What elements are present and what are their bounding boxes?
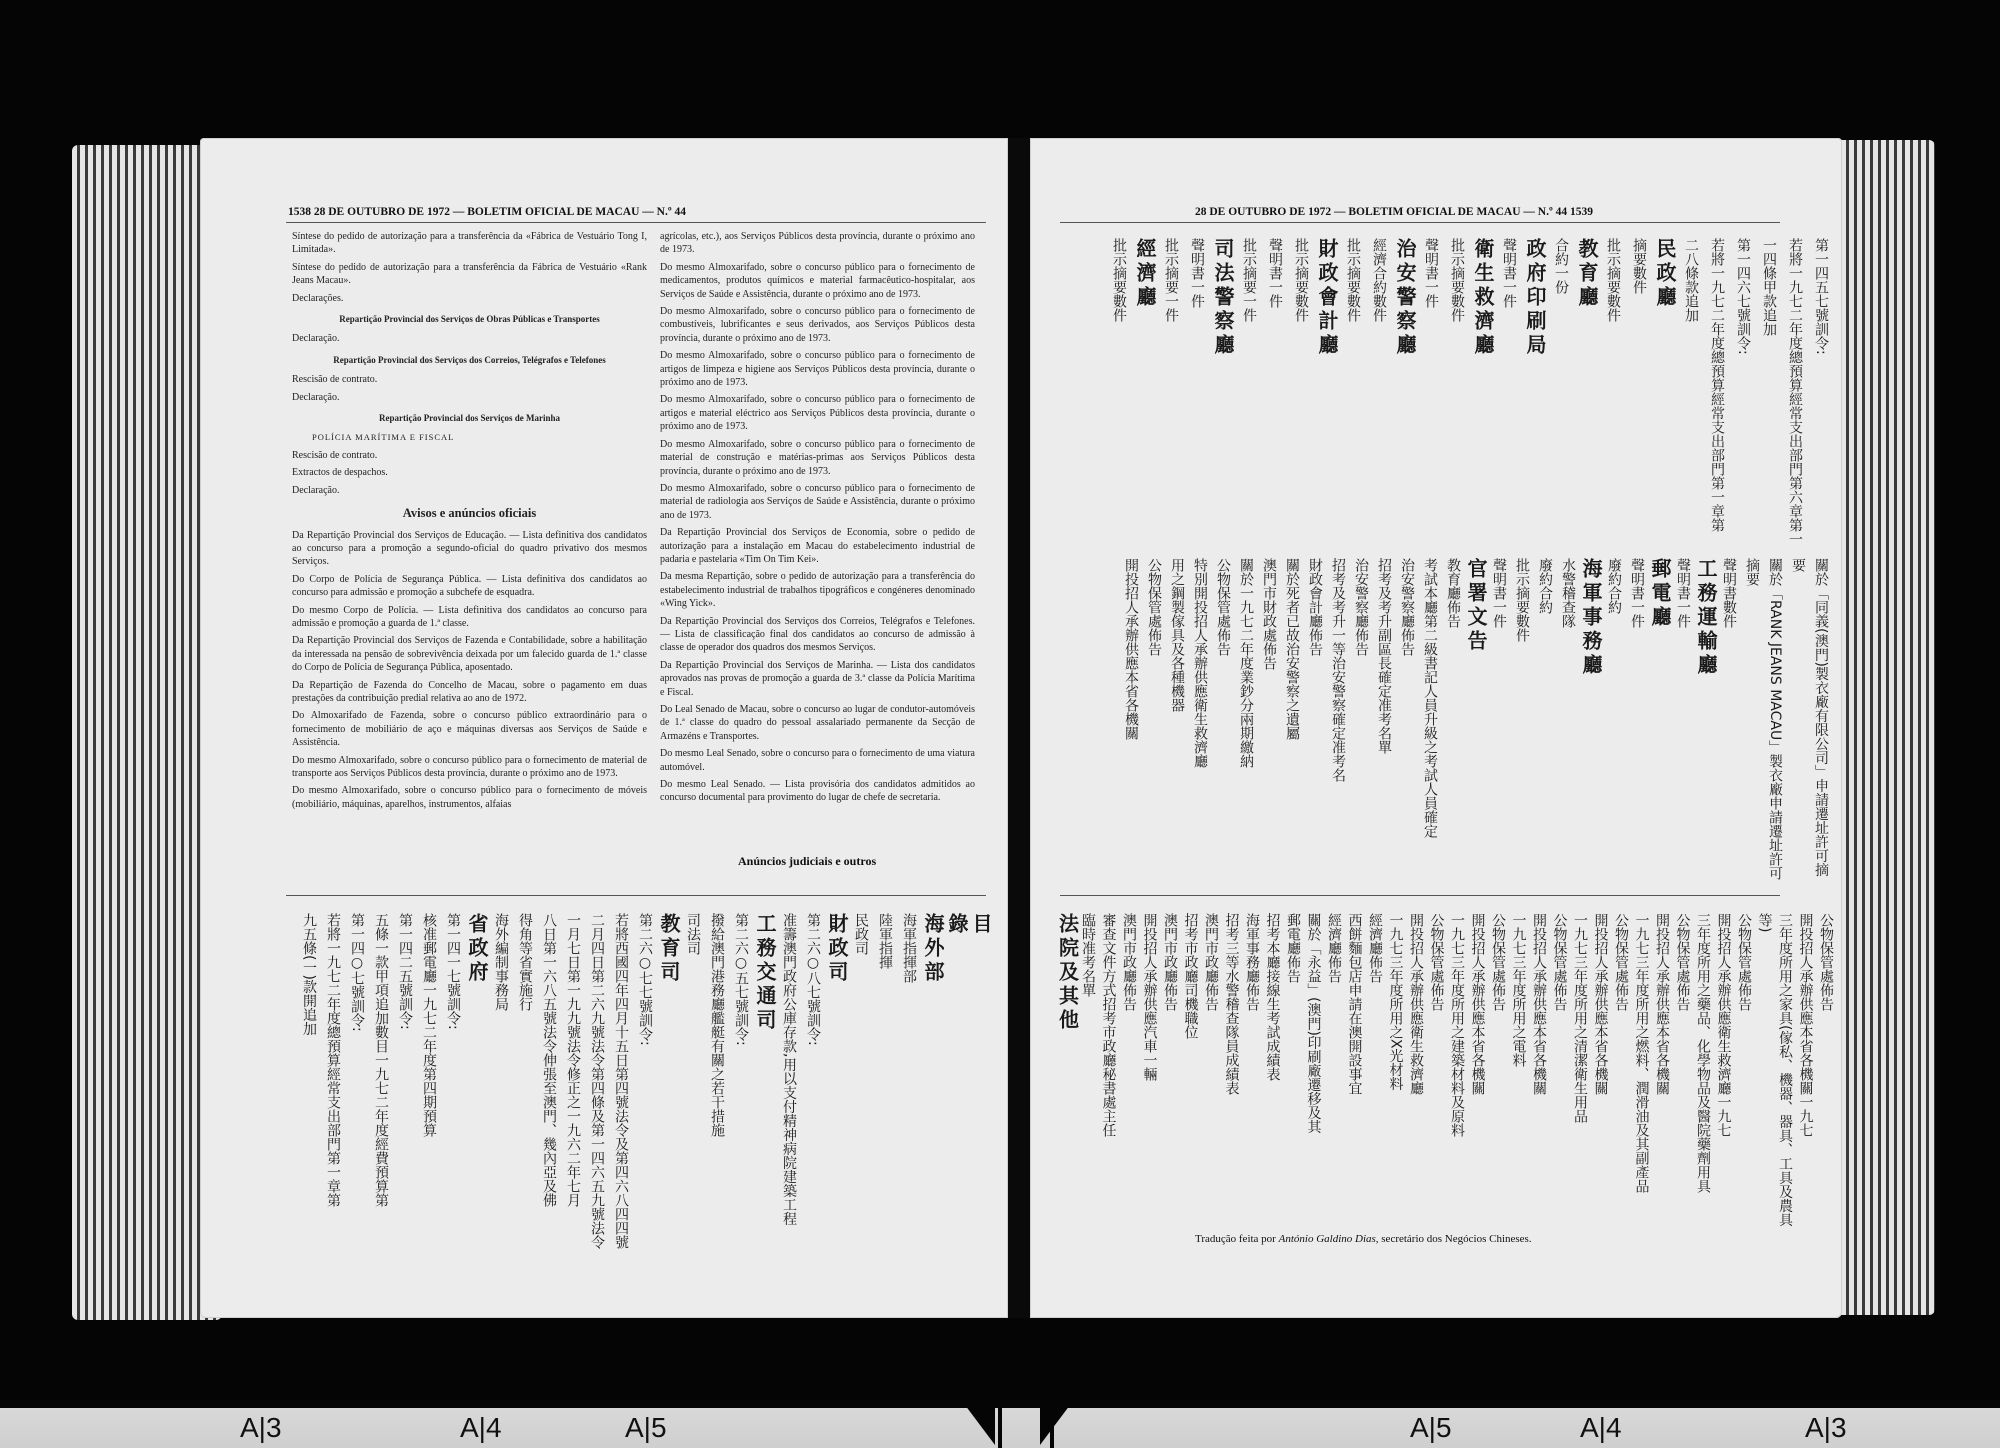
index-entry-vertical: 一九七三年度所用之燃料、潤滑油及其副產品: [1633, 913, 1650, 1193]
film-marker: A|4: [460, 1412, 502, 1443]
summary-entry: Declaração.: [292, 333, 340, 345]
index-entry-vertical: 經濟合約數件: [1371, 238, 1387, 322]
index-entry-vertical: 經濟廳佈告: [1326, 913, 1342, 983]
index-entry-vertical: 撥給澳門港務廳艦艇有關之若干措施: [709, 913, 725, 1137]
summary-entry: Da Repartição Provincial dos Serviços de Fazenda e Contabilidade, sobre a habilitação da interessada na pensão de sobrevivência deixada por um falecido guarda de 1.ª classe do Corpo de Polícia de Segurança Pública, aposentado.: [292, 635, 647, 674]
index-entry-vertical: 若將一九七二年度總預算經常支出部門第六章第一: [1787, 238, 1803, 546]
index-entry-vertical: 要: [1790, 558, 1806, 572]
index-entry-vertical: 第一四○七號訓令:: [349, 913, 365, 1032]
index-entry-vertical: 公物保管處佈告: [1818, 913, 1834, 1011]
summary-entry: Rescisão de contrato.: [292, 374, 378, 386]
index-entry-vertical: 西餅麵包店申請在澳開設事宜: [1346, 913, 1363, 1095]
index-entry-vertical: 公物保管處佈告: [1674, 913, 1691, 1011]
summary-entry: Do mesmo Leal Senado. — Lista provisória dos candidatos admitidos ao concurso documental para provimento do lugar de chefe de secretaria.: [660, 779, 975, 804]
section-rule: [1060, 895, 1780, 896]
index-entry-vertical: 批示摘要數件: [1605, 238, 1621, 322]
right-page: [1030, 138, 1842, 1318]
index-entry-vertical: 公物保管處佈告: [1613, 913, 1629, 1011]
index-entry-vertical: 水警稽查隊: [1560, 558, 1576, 628]
section-heading-vertical: 經濟廳: [1133, 238, 1157, 310]
index-entry-vertical: 臨時准考名單: [1080, 913, 1096, 997]
index-entry-vertical: 公物保管處佈告: [1215, 558, 1231, 656]
index-entry-vertical: 招考及考升副區長確定准考名單: [1376, 558, 1392, 754]
index-entry-vertical: 准籌澳門政府公庫存款,用以支付精神病院建築工程: [781, 913, 797, 1226]
index-entry-vertical: 聲明書一件: [1675, 558, 1691, 628]
section-heading-vertical: 省政府: [465, 913, 489, 985]
summary-entry: Declaração.: [292, 391, 340, 403]
index-entry-vertical: 開投招人承辦供應衛生救濟廳: [1408, 913, 1424, 1095]
translation-credit: Tradução feita por António Galdino Dias, secretário dos Negócios Chineses.: [1195, 1233, 1532, 1245]
index-entry-vertical: 開投招人承辦供應本省各機關: [1654, 913, 1670, 1095]
index-entry-vertical: 聲明書一件: [1267, 238, 1283, 308]
summary-entry: Extractos de despachos.: [292, 467, 388, 479]
index-entry-vertical: 三年度所用之藥品、化學物品及醫院藥劑用具: [1695, 913, 1711, 1193]
index-entry-vertical: 第二六○七七號訓令:: [637, 913, 653, 1046]
summary-entry: Do mesmo Corpo de Polícia. — Lista definitiva dos candidatos ao concurso para admissão e promoção a guarda de 1.ª classe.: [292, 604, 647, 629]
section-heading-vertical: 目: [969, 913, 993, 937]
index-entry-vertical: 海外編制事務局: [493, 913, 509, 1011]
index-entry-vertical: 批示摘要數件: [1293, 238, 1309, 322]
summary-entry: agrícolas, etc.), aos Serviços Públicos desta província, durante o próximo ano de 1973.: [660, 231, 975, 256]
index-entry-vertical: 若將一九七二年度總預算經常支出部門第一章第: [1709, 238, 1725, 532]
summary-entry: Da Repartição Provincial dos Serviços de Marinha. — Lista dos candidatos aprovados nas provas de promoção a guarda de 3.ª classe da Polícia Marítima e Fiscal.: [660, 659, 975, 698]
index-entry-vertical: 澳門市政廳佈告: [1203, 913, 1219, 1011]
index-entry-vertical: 治安警察廳佈告: [1353, 558, 1369, 656]
section-title: Avisos e anúncios oficiais: [402, 506, 537, 521]
index-entry-vertical: 開投招人承辦供應衛生救濟廳一九七: [1715, 913, 1732, 1137]
summary-entry: Da Repartição Provincial dos Serviços de Economia, sobre o pedido de autorização para a instalação em Macau do estabelecimento industrial de padaria e pastelaria «Tim On Tim Kei».: [660, 527, 975, 565]
section-heading: Repartição Provincial dos Serviços dos Correios, Telégrafos e Telefones: [333, 354, 606, 365]
index-entry-vertical: 一九七三年度所用之X光材料: [1387, 913, 1404, 1091]
index-entry-vertical: 等): [1756, 913, 1773, 933]
section-heading-vertical: 教育廳: [1575, 238, 1599, 310]
index-entry-vertical: 海軍事務廳佈告: [1244, 913, 1260, 1011]
index-entry-vertical: 治安警察廳佈告: [1399, 558, 1415, 656]
film-marker: A|5: [625, 1412, 667, 1443]
index-entry-vertical: 關於「永益」(澳門)印刷廠遷移及其: [1305, 913, 1322, 1134]
index-entry-vertical: 批示摘要數件: [1111, 238, 1127, 322]
summary-entry: Do mesmo Almoxarifado, sobre o concurso público para o fornecimento de material de construção e matérias-primas aos Serviços Públicos desta província, durante o próximo ano de 1973.: [660, 438, 975, 477]
section-heading-vertical: 工務運輸廳: [1694, 558, 1718, 678]
section-heading-vertical: 錄: [945, 913, 969, 937]
index-entry-vertical: 開投招人承辦供應本省各機關一九七: [1797, 913, 1814, 1137]
index-entry-vertical: 關於「同義(澳門)製衣廠有限公司」申請遷址許可摘: [1813, 558, 1829, 877]
left-page: [200, 138, 1008, 1318]
summary-entry: Do mesmo Almoxarifado, sobre o concurso público para o fornecimento de móveis (mobiliário, máquinas, aparelhos, instrumentos, alfaias: [292, 785, 647, 810]
index-entry-vertical: 聲明書一件: [1491, 558, 1507, 628]
index-entry-vertical: 關於死者已故治安警察之遺屬: [1284, 558, 1300, 740]
index-entry-vertical: 第二六○五七號訓令:: [733, 913, 749, 1046]
summary-entry: Do mesmo Almoxarifado, sobre o concurso público para o fornecimento de medicamentos, produtos químicos e material farmacêutico-hospitalar, aos Serviços de Saúde e Assistência, durante o próximo ano de 1973.: [660, 261, 975, 300]
header-rule: [286, 222, 986, 223]
summary-entry: Declaração.: [292, 484, 340, 496]
index-entry-vertical: 招考三等水警稽查隊員成績表: [1223, 913, 1240, 1095]
index-entry-vertical: 關於「RANK JEANS MACAU」製衣廠申請遷址許可: [1767, 558, 1783, 881]
summary-entry: Do Almoxarifado de Fazenda, sobre o concurso público extraordinário para o fornecimento de mobiliário de aço e máquinas diversas aos Serviços de Saúde e Assistência.: [292, 710, 647, 749]
section-heading-vertical: 海外部: [921, 913, 945, 985]
summary-entry: Da Repartição Provincial dos Serviços de Educação. — Lista definitiva dos candidatos ao concurso para a promoção a segundo-oficial do quadro privativo dos mesmos Serviços.: [292, 529, 647, 568]
index-entry-vertical: 若將一九七二年度總預算經常支出部門第一章第: [325, 913, 341, 1207]
section-heading-vertical: 教育司: [657, 913, 681, 985]
right-page-edges: [1830, 140, 1935, 1315]
index-entry-vertical: 公物保管處佈告: [1736, 913, 1752, 1011]
index-entry-vertical: 用之鋼製傢具及各種機器: [1169, 558, 1185, 712]
index-entry-vertical: 一九七三年度所用之清潔衛生用品: [1572, 913, 1588, 1123]
index-entry-vertical: 合約一份: [1553, 238, 1569, 294]
section-heading: Repartição Provincial dos Serviços de Obras Públicas e Transportes: [339, 314, 600, 325]
index-entry-vertical: 第二六○八七號訓令:: [805, 913, 821, 1046]
summary-entry: Da mesma Repartição, sobre o pedido de autorização para a transferência do estabelecimento industrial de trabalhos tipográficos e congéneres denominado «Wing Yick».: [660, 571, 975, 610]
index-entry-vertical: 公物保管處佈告: [1146, 558, 1162, 656]
judicial-announcements-title: Anúncios judiciais e outros: [738, 854, 877, 868]
summary-entry: Síntese do pedido de autorização para a transferência da «Fábrica de Vestuário Tong I, Limitada».: [292, 231, 647, 256]
summary-entry: Do Leal Senado de Macau, sobre o concurso ao lugar de condutor-automóveis de 1.ª classe do quadro do pessoal assalariado permanente da Secção de Armazéns e Transportes.: [660, 704, 975, 742]
index-entry-vertical: 公物保管處佈告: [1428, 913, 1445, 1011]
index-entry-vertical: 批示摘要數件: [1449, 238, 1465, 322]
index-entry-vertical: 司法司: [685, 913, 701, 955]
strip-notch-line-right: [1050, 1400, 1054, 1448]
index-entry-vertical: 開投招人承辦供應本省各機關: [1123, 558, 1139, 740]
index-entry-vertical: 民政司: [853, 913, 869, 955]
index-entry-vertical: 開投招人承辦供應本省各機關: [1469, 913, 1486, 1095]
index-entry-vertical: 批示摘要一件: [1241, 238, 1257, 322]
summary-column-2: [660, 230, 975, 809]
section-heading-vertical: 政府印刷局: [1523, 238, 1547, 358]
summary-entry: POLÍCIA MARÍTIMA E FISCAL: [312, 432, 455, 443]
strip-notch-left: [965, 1405, 995, 1445]
index-entry-vertical: 關於一九七二年度業鈔分兩期繳納: [1238, 558, 1254, 768]
summary-entry: Do mesmo Almoxarifado, sobre o concurso público para o fornecimento de combustíveis, lubrificantes e seus derivados, aos Serviços Públicos desta província, durante o próximo ano de 1973.: [660, 306, 975, 344]
summary-entry: Declarações.: [292, 292, 344, 304]
index-entry-vertical: 第一四一七號訓令:: [445, 913, 461, 1030]
section-heading-vertical: 財政司: [825, 913, 849, 985]
index-entry-vertical: 批示摘要數件: [1345, 238, 1361, 322]
section-heading-vertical: 財政會計廳: [1315, 238, 1339, 358]
strip-notch-right: [1040, 1405, 1070, 1445]
summary-entry: Do mesmo Almoxarifado, sobre o concurso público para o fornecimento de artigos de limpeza e higiene aos Serviços Públicos desta província, durante o próximo ano de 1973.: [660, 350, 975, 389]
section-heading: Repartição Provincial dos Serviços de Marinha: [378, 413, 561, 424]
index-entry-vertical: 招考市政廳司機職位: [1182, 913, 1199, 1039]
index-entry-vertical: 公物保管處佈告: [1490, 913, 1506, 1011]
section-heading-vertical: 法院及其他: [1055, 913, 1080, 1033]
index-entry-vertical: 第一四六七號訓令:: [1735, 238, 1751, 355]
header-rule: [1060, 222, 1780, 223]
summary-entry: Do mesmo Leal Senado, sobre o concurso para o fornecimento de uma viatura automóvel.: [660, 748, 975, 773]
film-marker: A|4: [1580, 1412, 1622, 1443]
index-entry-vertical: 摘要數件: [1631, 238, 1647, 294]
index-entry-vertical: 審查文件方式招考市政廳秘書處主任: [1100, 913, 1117, 1137]
index-entry-vertical: 經濟廳佈告: [1367, 913, 1383, 983]
index-entry-vertical: 開投招人承辦供應汽車一輛: [1141, 913, 1158, 1081]
film-marker: A|5: [1410, 1412, 1452, 1443]
index-entry-vertical: 批示摘要數件: [1514, 558, 1530, 642]
index-entry-vertical: 廢約合約: [1537, 558, 1553, 614]
summary-entry: Da Repartição de Fazenda do Concelho de Macau, sobre o pagamento em duas prestações da contribuição predial relativa ao ano de 1972.: [292, 679, 647, 704]
book-gutter: [1008, 138, 1030, 1318]
index-entry-vertical: 開投招人承辦供應本省各機關: [1531, 913, 1547, 1095]
index-entry-vertical: 廢約合約: [1606, 558, 1622, 614]
index-entry-vertical: 教育廳佈告: [1445, 558, 1461, 628]
index-entry-vertical: 二八條款追加: [1683, 238, 1699, 322]
index-entry-vertical: 二月四日第二六九號法令第四條及第一四六五九號法令: [589, 913, 605, 1249]
index-entry-vertical: 摘要: [1744, 558, 1760, 586]
index-entry-vertical: 澳門市政廳佈告: [1121, 913, 1137, 1011]
index-entry-vertical: 招考本廳接線生考試成績表: [1264, 913, 1281, 1081]
index-entry-vertical: 郵電廳佈告: [1285, 913, 1301, 983]
summary-entry: Da Repartição Provincial dos Serviços dos Correios, Telégrafos e Telefones. — Lista de classificação final dos candidatos ao concurso de admissão à classe de operador dos quadros dos mesmos Serviços.: [660, 615, 975, 654]
index-entry-vertical: 一九七三年度所用之電料: [1510, 913, 1527, 1067]
left-page-header: 1538 28 DE OUTUBRO DE 1972 — BOLETIM OFICIAL DE MACAU — N.º 44: [288, 206, 687, 218]
section-rule: [286, 895, 986, 896]
index-entry-vertical: 聲明書一件: [1423, 238, 1439, 308]
index-entry-vertical: 三年度所用之家具(傢私、機器、器具、工具及農具: [1777, 913, 1793, 1227]
summary-column-1: [292, 230, 647, 815]
section-heading-vertical: 司法警察廳: [1211, 238, 1235, 358]
index-entry-vertical: 開投招人承辦供應本省各機關: [1592, 913, 1609, 1095]
film-marker: A|3: [240, 1412, 282, 1443]
index-entry-vertical: 一月七日第一九九號法令修正之一九六二年七月: [565, 913, 581, 1207]
index-entry-vertical: 澳門市財政處佈告: [1261, 558, 1277, 670]
index-entry-vertical: 特別開投招人承辦供應衛生救濟廳: [1192, 558, 1208, 768]
index-entry-vertical: 核准郵電廳一九七二年度第四期預算: [421, 913, 437, 1137]
index-entry-vertical: 一九七三年度所用之建築材料及原料: [1449, 913, 1465, 1137]
index-entry-vertical: 第一四二五號訓令:: [397, 913, 413, 1030]
summary-entry: Do mesmo Almoxarifado, sobre o concurso público para o fornecimento de material de radiologia aos Serviços de Saúde e Assistência, durante o próximo ano de 1973.: [660, 482, 975, 521]
summary-entry: Do mesmo Almoxarifado, sobre o concurso público para o fornecimento de material de transporte aos Serviços Públicos desta província, durante o próximo ano de 1973.: [292, 754, 647, 779]
index-entry-vertical: 若將西國四年四月十五日第四號法令及第四六八四四號: [613, 913, 629, 1249]
index-entry-vertical: 得角等省實施行: [517, 913, 533, 1011]
section-heading-vertical: 郵電廳: [1648, 558, 1672, 630]
index-entry-vertical: 財政會計廳佈告: [1307, 558, 1323, 656]
index-entry-vertical: 第一四五七號訓令:: [1813, 238, 1829, 355]
index-entry-vertical: 澳門市政廳佈告: [1162, 913, 1178, 1011]
index-entry-vertical: 五條一款甲項追加數目一九七二年度經費預算第: [373, 913, 389, 1207]
index-entry-vertical: 招考及考升一等治安警察確定准考名: [1330, 558, 1346, 782]
section-heading-vertical: 治安警察廳: [1393, 238, 1417, 358]
summary-entry: Do Corpo de Polícia de Segurança Pública. — Lista definitiva dos candidatos ao concurso para admissão e promoção a subchefe de esquadra.: [292, 573, 647, 599]
index-entry-vertical: 聲明書一件: [1189, 238, 1205, 308]
index-entry-vertical: 一四條甲款追加: [1761, 238, 1777, 336]
summary-entry: Síntese do pedido de autorização para a transferência da Fábrica de Vestuário «Rank Jeans Macau».: [292, 261, 647, 287]
index-entry-vertical: 海軍指揮部: [901, 913, 917, 983]
section-heading-vertical: 海軍事務廳: [1579, 558, 1603, 678]
summary-entry: Rescisão de contrato.: [292, 449, 378, 461]
section-heading-vertical: 官署文告: [1464, 558, 1488, 654]
index-entry-vertical: 陸軍指揮: [877, 913, 893, 969]
summary-entry: Do mesmo Almoxarifado, sobre o concurso público para o fornecimento de artigos e material eléctrico aos Serviços Públicos desta província, durante o próximo ano de 1973.: [660, 394, 975, 433]
index-entry-vertical: 公物保管處佈告: [1551, 913, 1568, 1011]
index-entry-vertical: 聲明書一件: [1501, 238, 1517, 308]
index-entry-vertical: 八日第一六八五號法令伸張至澳門、幾內亞及佛: [541, 913, 557, 1207]
index-entry-vertical: 考試本廳第二級書記人員升級之考試人員確定: [1422, 558, 1438, 838]
index-entry-vertical: 批示摘要一件: [1163, 238, 1179, 322]
section-heading-vertical: 民政廳: [1653, 238, 1677, 310]
index-entry-vertical: 九五條(一)款開追加: [301, 913, 317, 1036]
section-heading-vertical: 工務交通司: [753, 913, 777, 1033]
index-entry-vertical: 聲明書數件: [1721, 558, 1737, 628]
strip-notch-line-left: [998, 1400, 1002, 1448]
right-page-header: 28 DE OUTUBRO DE 1972 — BOLETIM OFICIAL DE MACAU — N.º 44 1539: [1195, 206, 1594, 218]
section-heading-vertical: 衛生救濟廳: [1471, 238, 1495, 358]
film-marker: A|3: [1805, 1412, 1847, 1443]
index-entry-vertical: 聲明書一件: [1629, 558, 1645, 628]
